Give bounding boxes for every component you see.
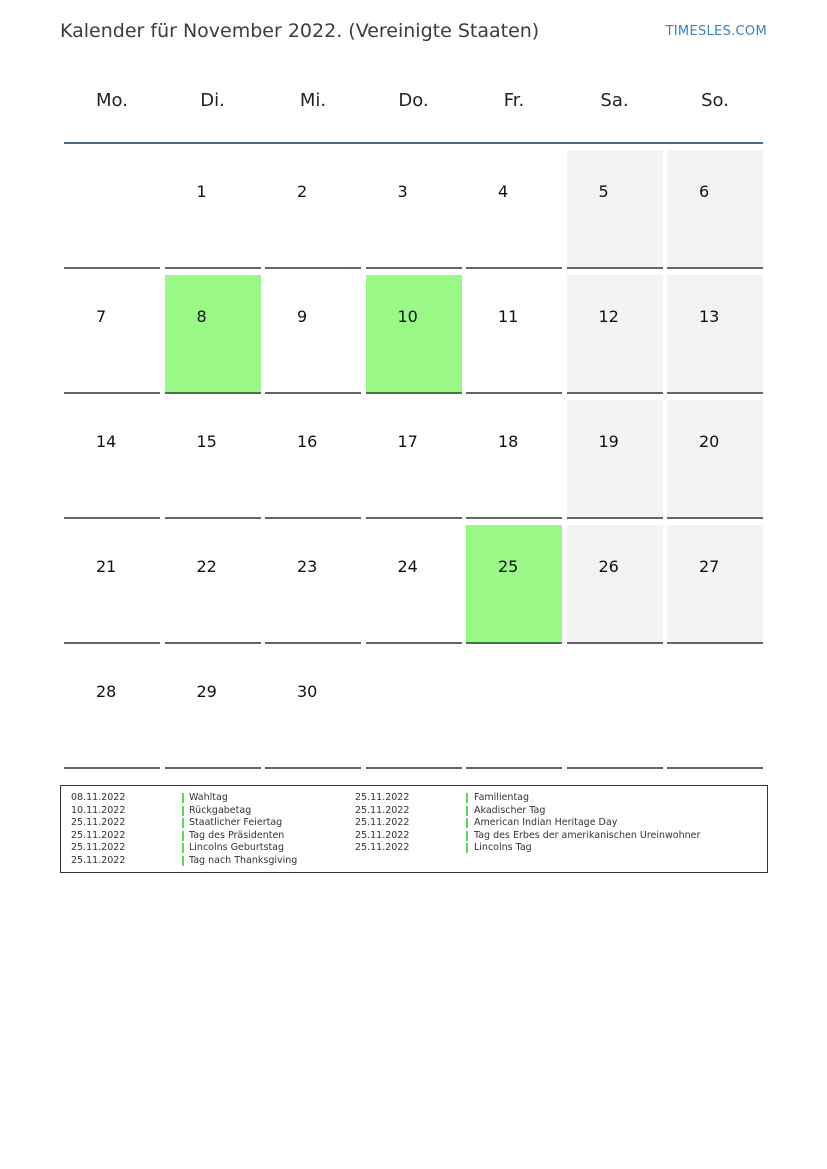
holiday-color-marker xyxy=(182,806,184,816)
day-number: 26 xyxy=(598,557,619,576)
legend-date: 08.11.2022 xyxy=(71,792,126,803)
day-number: 4 xyxy=(498,182,509,201)
day-number: 9 xyxy=(297,307,308,326)
legend-holiday-name: Familientag xyxy=(474,792,530,803)
day-number: 10 xyxy=(397,307,418,326)
holiday-legend xyxy=(60,785,768,873)
day-number: 22 xyxy=(196,557,217,576)
page-title: Kalender für November 2022. (Vereinigte Staaten) xyxy=(60,20,540,42)
weekday-header-row xyxy=(64,90,763,120)
holiday-day-cell[interactable] xyxy=(165,275,261,394)
holiday-color-marker xyxy=(182,856,184,866)
day-cell[interactable] xyxy=(64,400,160,519)
day-cell[interactable] xyxy=(64,275,160,394)
weekday-label: Do. xyxy=(398,90,429,111)
day-cell[interactable] xyxy=(567,525,663,644)
weekday-label: Mo. xyxy=(96,90,128,111)
day-cell[interactable] xyxy=(366,525,462,644)
day-cell[interactable] xyxy=(265,525,361,644)
weekday-label: So. xyxy=(701,90,729,111)
day-number: 11 xyxy=(498,307,519,326)
weekday-label: Mi. xyxy=(299,90,327,111)
day-cell[interactable] xyxy=(667,275,763,394)
legend-date: 25.11.2022 xyxy=(71,854,126,866)
legend-holiday-name: Wahltag xyxy=(189,792,228,803)
day-cell[interactable] xyxy=(667,400,763,519)
day-number: 16 xyxy=(297,432,318,451)
day-cell[interactable] xyxy=(366,150,462,269)
day-cell[interactable] xyxy=(64,650,160,769)
holiday-color-marker xyxy=(466,831,468,841)
day-number: 27 xyxy=(699,557,720,576)
day-number: 19 xyxy=(598,432,619,451)
legend-holiday-name: American Indian Heritage Day xyxy=(474,817,618,828)
day-cell[interactable] xyxy=(165,650,261,769)
day-number: 29 xyxy=(196,682,217,701)
day-cell[interactable] xyxy=(366,400,462,519)
holiday-day-cell[interactable] xyxy=(366,275,462,394)
holiday-day-cell[interactable] xyxy=(466,525,562,644)
brand-link[interactable]: TIMESLES.COM xyxy=(665,24,767,39)
day-number: 14 xyxy=(96,432,117,451)
legend-holiday-name: Lincolns Geburtstag xyxy=(189,842,285,853)
holiday-color-marker xyxy=(182,843,184,853)
day-number: 30 xyxy=(297,682,318,701)
day-number: 24 xyxy=(397,557,418,576)
day-number: 15 xyxy=(196,432,217,451)
empty-day-cell xyxy=(64,150,160,269)
day-cell[interactable] xyxy=(165,525,261,644)
day-number: 3 xyxy=(397,182,408,201)
empty-day-cell xyxy=(567,650,663,769)
legend-holiday-name: Staatlicher Feiertag xyxy=(189,817,283,828)
legend-date: 25.11.2022 xyxy=(355,842,410,853)
weekday-label: Fr. xyxy=(503,90,525,111)
day-cell[interactable] xyxy=(466,275,562,394)
day-cell[interactable] xyxy=(265,650,361,769)
day-cell[interactable] xyxy=(64,525,160,644)
day-number: 21 xyxy=(96,557,117,576)
day-number: 6 xyxy=(699,182,710,201)
day-cell[interactable] xyxy=(165,400,261,519)
weekday-label: Sa. xyxy=(600,90,629,111)
holiday-color-marker xyxy=(182,793,184,803)
holiday-color-marker xyxy=(182,818,184,828)
empty-day-cell xyxy=(667,650,763,769)
legend-date: 25.11.2022 xyxy=(355,829,410,841)
day-number: 28 xyxy=(96,682,117,701)
legend-date: 25.11.2022 xyxy=(71,842,126,853)
day-number: 7 xyxy=(96,307,107,326)
day-cell[interactable] xyxy=(466,150,562,269)
day-cell[interactable] xyxy=(265,275,361,394)
day-number: 8 xyxy=(196,307,207,326)
day-cell[interactable] xyxy=(466,400,562,519)
empty-day-cell xyxy=(466,650,562,769)
legend-date: 25.11.2022 xyxy=(355,792,410,803)
day-number: 5 xyxy=(598,182,609,201)
day-cell[interactable] xyxy=(667,525,763,644)
legend-holiday-name: Tag nach Thanksgiving xyxy=(189,854,298,866)
legend-date: 25.11.2022 xyxy=(71,829,126,841)
day-number: 1 xyxy=(196,182,207,201)
legend-holiday-name: Akadischer Tag xyxy=(474,804,546,816)
day-cell[interactable] xyxy=(265,400,361,519)
day-number: 12 xyxy=(598,307,619,326)
empty-day-cell xyxy=(366,650,462,769)
day-cell[interactable] xyxy=(567,150,663,269)
legend-date: 10.11.2022 xyxy=(71,804,126,816)
day-number: 13 xyxy=(699,307,720,326)
legend-holiday-name: Tag des Präsidenten xyxy=(189,829,285,841)
holiday-color-marker xyxy=(466,818,468,828)
day-number: 20 xyxy=(699,432,720,451)
header-rule xyxy=(64,142,763,144)
day-number: 17 xyxy=(397,432,418,451)
legend-holiday-name: Lincolns Tag xyxy=(474,842,532,853)
legend-holiday-name: Tag des Erbes der amerikanischen Ureinwohner xyxy=(474,829,701,841)
legend-date: 25.11.2022 xyxy=(71,817,126,828)
day-cell[interactable] xyxy=(567,400,663,519)
holiday-color-marker xyxy=(466,806,468,816)
day-cell[interactable] xyxy=(165,150,261,269)
day-number: 23 xyxy=(297,557,318,576)
legend-holiday-name: Rückgabetag xyxy=(189,804,252,816)
day-number: 18 xyxy=(498,432,519,451)
weekday-label: Di. xyxy=(200,90,225,111)
legend-date: 25.11.2022 xyxy=(355,804,410,816)
day-number: 2 xyxy=(297,182,308,201)
holiday-color-marker xyxy=(466,793,468,803)
legend-date: 25.11.2022 xyxy=(355,817,410,828)
day-cell[interactable] xyxy=(667,150,763,269)
day-number: 25 xyxy=(498,557,519,576)
holiday-color-marker xyxy=(182,831,184,841)
holiday-color-marker xyxy=(466,843,468,853)
day-cell[interactable] xyxy=(567,275,663,394)
day-cell[interactable] xyxy=(265,150,361,269)
